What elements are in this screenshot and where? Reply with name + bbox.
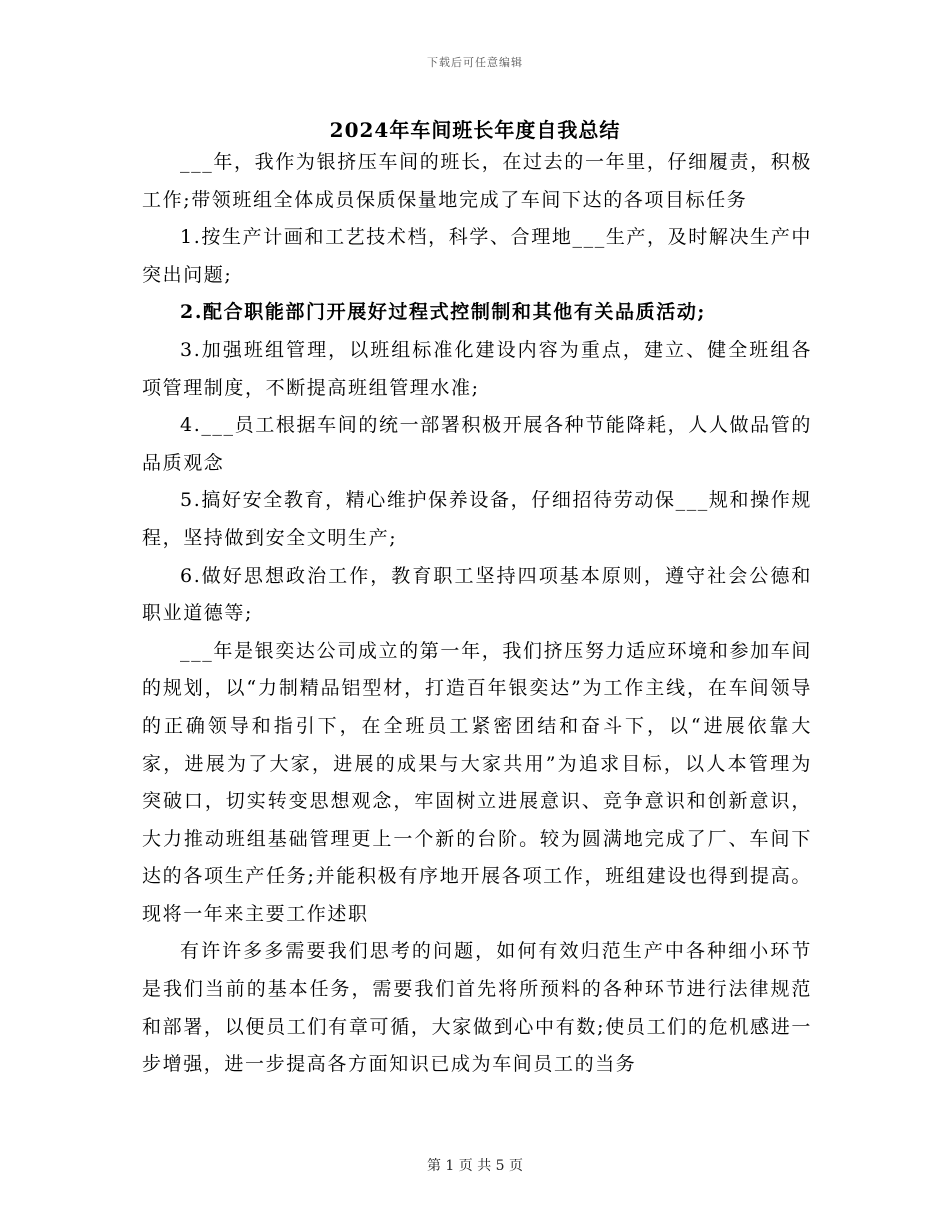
- list-item-1: 1.按生产计画和工艺技术档，科学、合理地___生产，及时解决生产中突出问题;: [142, 226, 812, 286]
- list-item-6: 6.做好思想政治工作，教育职工坚持四项基本原则，遵守社会公德和职业道德等;: [142, 564, 812, 625]
- header-note: 下载后可任意编辑: [427, 56, 523, 69]
- list-item-2: 2.配合职能部门开展好过程式控制制和其他有关品质活动;: [180, 301, 707, 324]
- closing-paragraph: 有许许多多需要我们思考的问题，如何有效归范生产中各种细小环节是我们当前的基本任务，需要我们首先将所预料的各种环节进行法律规范和部署，以便员工们有章可循，大家做到心中有数;使员工们的危机感进一步增强，进一步提高各方面知识已成为车间员工的当务: [142, 940, 812, 1076]
- list-item-4: 4.___员工根据车间的统一部署积极开展各种节能降耗，人人做品管的品质观念: [142, 414, 812, 474]
- list-item-3: 3.加强班组管理，以班组标准化建设内容为重点，建立、健全班组各项管理制度，不断提高班组管理水准;: [142, 338, 812, 399]
- intro-paragraph: ___年，我作为银挤压车间的班长，在过去的一年里，仔细履责，积极工作;带领班组全体成员保质保量地完成了车间下达的各项目标任务: [142, 151, 812, 211]
- page-number: 第 1 页 共 5 页: [426, 1158, 524, 1174]
- document-title: 2024年车间班长年度自我总结: [329, 118, 621, 142]
- list-item-5: 5.搞好安全教育，精心维护保养设备，仔细招待劳动保___规和操作规程，坚持做到安全文明生产;: [142, 489, 812, 549]
- summary-paragraph: ___年是银奕达公司成立的第一年，我们挤压努力适应环境和参加车间的规划，以“力制精品铝型材，打造百年银奕达”为工作主线，在车间领导的正确领导和指引下，在全班员工紧密团结和奋斗下，以“进展依靠大家，进展为了大家，进展的成果与大家共用”为追求目标，以人本管理为突破口，切实转变思想观念，牢固树立进展意识、竞争意识和创新意识，大力推动班组基础管理更上一个新的台阶。较为圆满地完成了厂、车间下达的各项生产任务;并能积极有序地开展各项工作，班组建设也得到提高。现将一年来主要工作述职: [142, 639, 812, 925]
- document-body: [142, 144, 812, 1084]
